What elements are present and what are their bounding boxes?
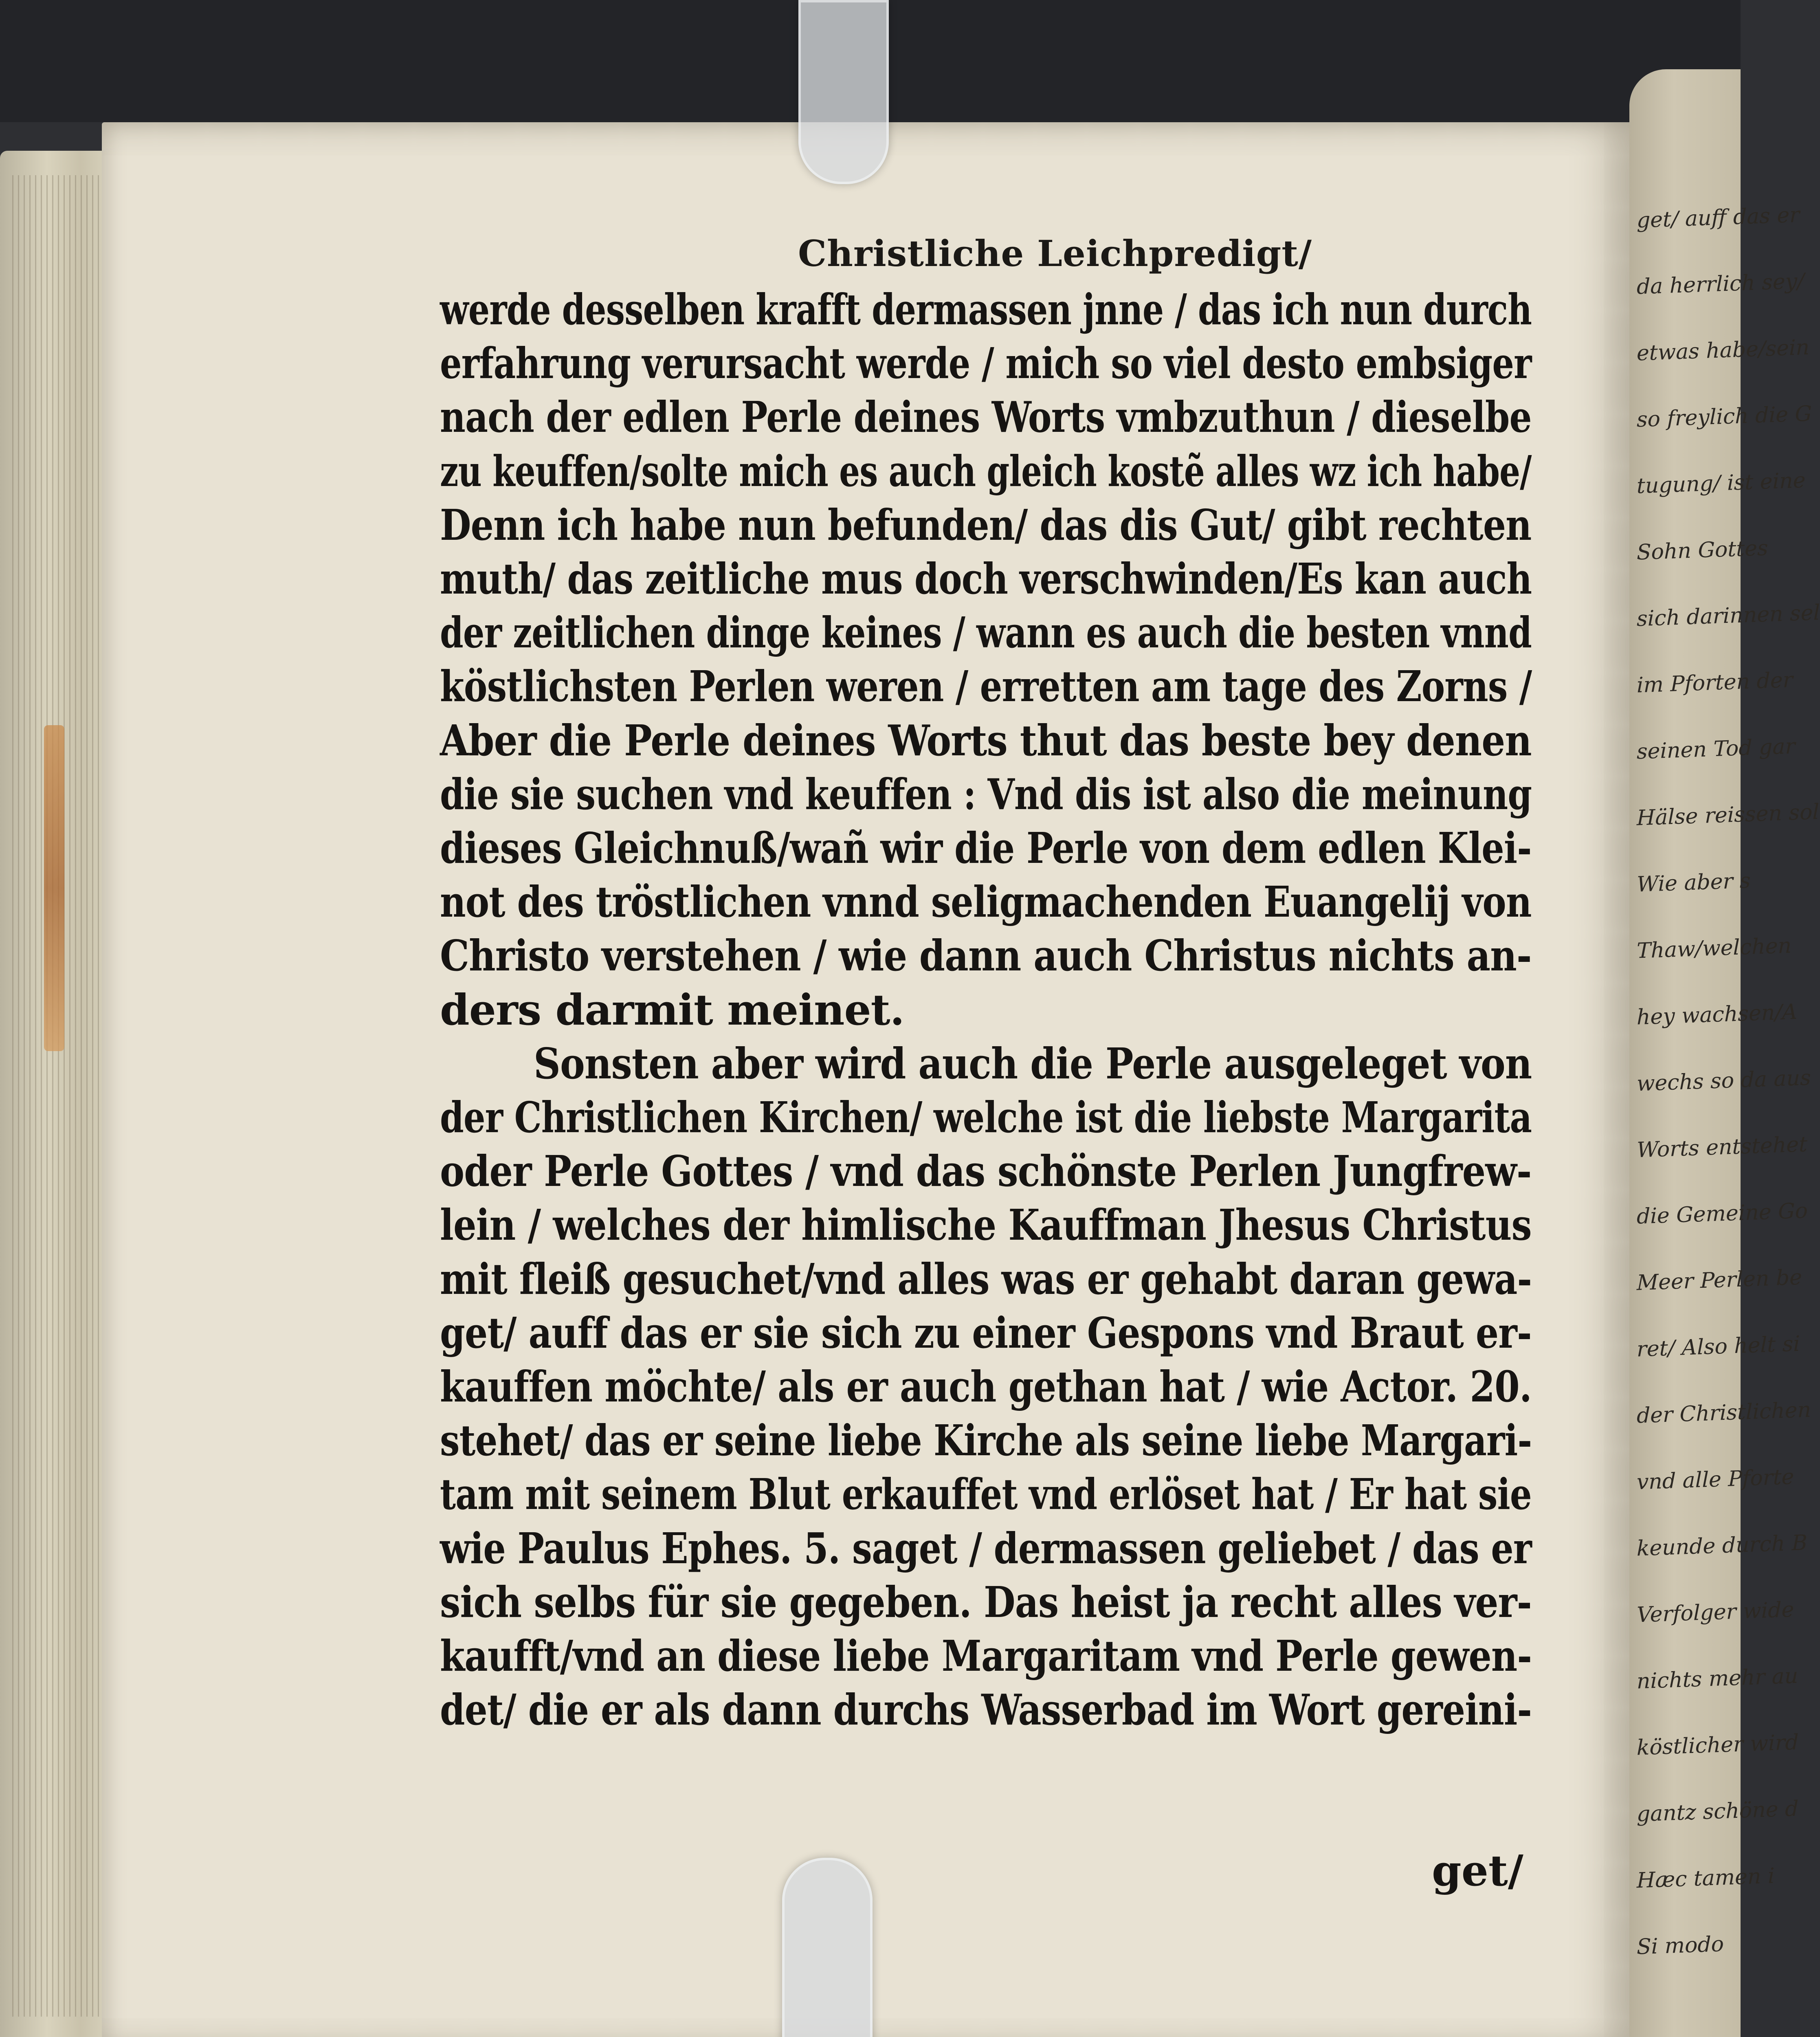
book-clip-top: [798, 0, 889, 184]
text-line: Aber die Perle deines Worts thut das beste bey denen: [440, 715, 1532, 766]
text-line: Sonsten aber wird auch die Perle ausgeleget von: [534, 1038, 1532, 1089]
facing-page-text: [1629, 69, 1820, 2037]
text-line: kaufft/vnd an diese liebe Margaritam vnd Perle gewen-: [440, 1631, 1532, 1681]
text-line: Denn ich habe nun befunden/ das dis Gut/ gibt rechten: [440, 499, 1532, 550]
facing-text-line: gantz schöne d: [1637, 1796, 1799, 1827]
text-line: zu keuffen/solte mich es auch gleich kostẽ alles wz ich habe/: [440, 446, 1532, 496]
facing-text-line: da herrlich sey/: [1637, 269, 1805, 299]
facing-text-line: sich darinnen sel: [1637, 600, 1820, 631]
facing-text-line: im Pforten der: [1637, 668, 1793, 698]
text-line: ders darmit meinet.: [440, 984, 904, 1035]
text-line: wie Paulus Ephes. 5. saget / dermassen geliebet / das er: [440, 1523, 1532, 1573]
facing-text-line: vnd alle Pforte: [1637, 1465, 1794, 1495]
text-line: dieses Gleichnuß/wañ wir die Perle von dem edlen Klei-: [440, 823, 1532, 873]
text-line: sich selbs für sie gegeben. Das heist ja recht alles ver-: [440, 1577, 1532, 1627]
text-line: nach der edlen Perle deines Worts vmbzuthun / dieselbe: [440, 392, 1532, 442]
text-line: erfahrung verursacht werde / mich so viel desto embsiger: [440, 338, 1532, 389]
text-line: det/ die er als dann durchs Wasserbad im Wort gereini-: [440, 1685, 1532, 1735]
text-line: mit fleiß gesuchet/vnd alles was er gehabt daran gewa-: [440, 1254, 1532, 1304]
catchword: get/: [1432, 1846, 1523, 1896]
text-line: Christo verstehen / wie dann auch Christus nichts an-: [440, 931, 1532, 981]
facing-text-line: etwas habe/sein: [1637, 335, 1810, 366]
text-line: get/ auff das er sie sich zu einer Gespons vnd Braut er-: [440, 1307, 1532, 1358]
running-head: Christliche Leichpredigt/: [798, 232, 1312, 275]
text-line: stehet/ das er seine liebe Kirche als seine liebe Margari-: [440, 1415, 1532, 1466]
facing-text-line: nichts mehr au: [1637, 1663, 1798, 1694]
facing-text-line: get/ auff das er: [1637, 202, 1800, 233]
facing-text-line: keunde durch B: [1637, 1530, 1807, 1561]
text-line: lein / welches der himlische Kauffman Jhesus Christus: [440, 1200, 1532, 1250]
text-line: not des tröstlichen vnnd seligmachenden Euangelij von: [440, 877, 1532, 927]
facing-text-line: tugung/ ist eine: [1637, 468, 1806, 499]
facing-text-line: Hæc tamen i: [1637, 1863, 1775, 1893]
facing-text-line: seinen Tod gar: [1637, 734, 1796, 764]
book-clip-bottom: [782, 1858, 873, 2037]
facing-text-line: Sohn Gottes: [1637, 536, 1768, 565]
facing-text-line: wechs so da aus: [1637, 1065, 1811, 1096]
facing-text-line: Meer Perlen be: [1637, 1265, 1802, 1296]
facing-text-line: Si modo: [1637, 1932, 1724, 1960]
facing-text-line: Worts entstehet: [1637, 1132, 1807, 1163]
facing-text-line: köstlicher wird: [1637, 1730, 1799, 1760]
facing-text-line: Thaw/welchen: [1637, 933, 1791, 964]
text-line: köstlichsten Perlen weren / erretten am tage des Zorns /: [440, 661, 1532, 712]
facing-text-line: ret/ Also helt si: [1637, 1331, 1800, 1362]
facing-text-line: Hälse reissen sol: [1637, 799, 1820, 831]
text-line: die sie suchen vnd keuffen : Vnd dis ist also die meinung: [440, 769, 1532, 819]
text-line: der zeitlichen dinge keines / wann es auch die besten vnnd: [440, 607, 1532, 658]
text-line: oder Perle Gottes / vnd das schönste Perlen Jungfrew-: [440, 1146, 1532, 1197]
text-line: kauffen möchte/ als er auch gethan hat / wie Actor. 20.: [440, 1362, 1532, 1412]
text-line: muth/ das zeitliche mus doch verschwinden/Es kan auch: [440, 554, 1532, 604]
facing-text-line: hey wachsen/A: [1637, 999, 1798, 1030]
facing-text-line: Verfolger wide: [1637, 1597, 1794, 1628]
text-line: tam mit seinem Blut erkauffet vnd erlöset hat / Er hat sie: [440, 1469, 1532, 1520]
binding-stain: [44, 725, 64, 1051]
facing-page: [1629, 69, 1820, 2037]
facing-text-line: die Gemeine Go: [1637, 1198, 1808, 1229]
facing-text-line: Wie aber s: [1637, 868, 1751, 897]
facing-text-line: der Christlichen: [1637, 1397, 1811, 1428]
facing-text-line: so freylich die G: [1637, 401, 1812, 432]
text-line: werde desselben krafft dermassen jnne / das ich nun durch: [440, 284, 1532, 334]
text-line: der Christlichen Kirchen/ welche ist die liebste Margarita: [440, 1092, 1532, 1142]
